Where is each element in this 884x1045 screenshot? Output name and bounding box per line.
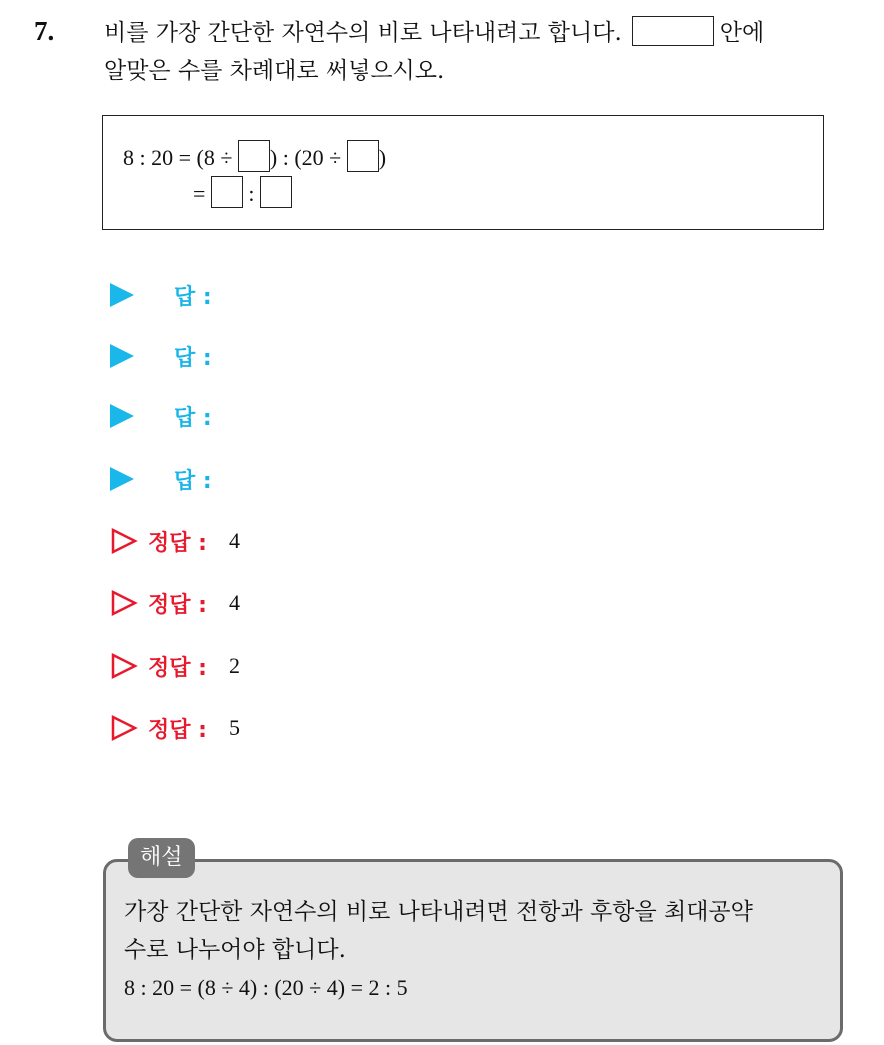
blank-input-1[interactable] <box>238 140 270 172</box>
answer-key-value: 2 <box>228 653 240 678</box>
blank-input-3[interactable] <box>211 176 243 208</box>
solution-tag: 해설 <box>128 838 195 878</box>
answer-key-row-1 <box>110 521 240 561</box>
equation-box <box>102 115 824 230</box>
solution-equation: 8 : 20 = (8 ÷ 4) : (20 ÷ 4) = 2 : 5 <box>124 975 408 1000</box>
answer-label: 답 : <box>174 405 212 431</box>
equation-text: 8 : 20 = (8 ÷ <box>123 145 238 170</box>
blank-input-2[interactable] <box>347 140 379 172</box>
solution-line-1: 가장 간단한 자연수의 비로 나타내려면 전항과 후항을 최대공약 <box>124 899 753 925</box>
blank-box-indicator <box>632 16 714 46</box>
play-arrow-icon <box>110 404 134 428</box>
equation-text: ) : (20 ÷ <box>269 145 347 170</box>
answer-key-value: 4 <box>228 528 240 553</box>
question-text <box>104 14 864 90</box>
solution-line-2: 수로 나누어야 합니다. <box>124 937 346 963</box>
question-text-part2: 안에 <box>719 20 765 46</box>
outline-triangle-icon <box>110 527 138 555</box>
answer-key-label: 정답 : <box>148 717 207 743</box>
question-number: 7. <box>34 16 55 46</box>
answer-key-row-4 <box>110 708 240 748</box>
answer-label: 답 : <box>174 345 212 371</box>
play-arrow-icon <box>110 467 134 491</box>
equation-text: = <box>193 181 211 206</box>
answer-key-label: 정답 : <box>148 592 207 618</box>
answer-key-row-3 <box>110 646 240 686</box>
answer-row-2[interactable] <box>110 336 212 376</box>
question-text-part1: 비를 가장 간단한 자연수의 비로 나타내려고 합니다. <box>104 20 622 46</box>
outline-triangle-icon <box>110 589 138 617</box>
play-arrow-icon <box>110 344 134 368</box>
answer-label: 답 : <box>174 284 212 310</box>
solution-text <box>124 893 836 1007</box>
equation-text: : <box>242 181 261 206</box>
answer-key-label: 정답 : <box>148 530 207 556</box>
outline-triangle-icon <box>110 714 138 742</box>
answer-row-1[interactable] <box>110 275 212 315</box>
equation-line-1 <box>123 140 386 172</box>
answer-label: 답 : <box>174 468 212 494</box>
answer-row-3[interactable] <box>110 396 212 436</box>
outline-triangle-icon <box>110 652 138 680</box>
question-text-line2: 알맞은 수를 차례대로 써넣으시오. <box>104 58 445 84</box>
blank-input-4[interactable] <box>260 176 292 208</box>
answer-key-row-2 <box>110 583 240 623</box>
answer-row-4[interactable] <box>110 459 212 499</box>
equation-line-2 <box>193 176 292 208</box>
equation-text: ) <box>378 145 387 170</box>
answer-key-value: 4 <box>228 590 240 615</box>
play-arrow-icon <box>110 283 134 307</box>
answer-key-label: 정답 : <box>148 655 207 681</box>
answer-key-value: 5 <box>228 715 240 740</box>
